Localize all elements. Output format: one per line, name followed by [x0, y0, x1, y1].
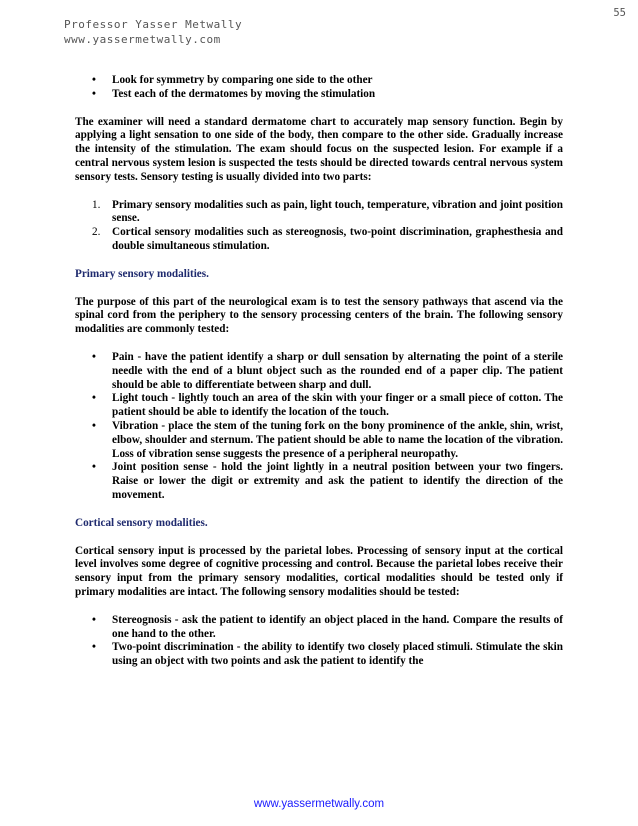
document-body [75, 74, 563, 669]
cortical-bullet-list [75, 614, 563, 669]
list-item: 1. Primary sensory modalities such as pain, light touch, temperature, vibration and joint position sense. [92, 198, 563, 225]
list-item: 2. Cortical sensory modalities such as stereognosis, two-point discrimination, graphesthesia and double simultaneous stimulation. [92, 226, 563, 252]
parts-list [75, 199, 563, 254]
running-head [64, 17, 242, 47]
paragraph: The purpose of this part of the neurological exam is to test the sensory pathways that ascend via the spinal cord from the periphery to the sensory processing centers of the brain. The following sensory modalities are commonly tested: [75, 295, 563, 336]
list-item: • Test each of the dermatomes by moving the stimulation [92, 87, 376, 100]
author-name: Professor Yasser Metwally [64, 18, 243, 31]
list-item: • Stereognosis - ask the patient to identify an object placed in the hand. Compare the results of one hand to the other. [92, 613, 563, 640]
list-item: • Joint position sense - hold the joint lightly in a neutral position between your two fingers. Raise or lower the digit or extremity and ask the patient to identify the direction of the movement. [92, 461, 563, 501]
list-item: • Two-point discrimination - the ability to identify two closely placed stimuli. Stimulate the skin using an object with two points and ask the patient to identify the [92, 641, 563, 668]
bullet-icon: • [92, 350, 96, 363]
primary-bullet-list [75, 351, 563, 503]
list-item: • Pain - have the patient identify a sharp or dull sensation by alternating the point of a sterile needle with the end of a blunt object such as the rounded end of a paper clip. The patient should be able to differentiate between sharp and dull. [92, 350, 563, 391]
website-name: www.yassermetwally.com [64, 33, 221, 46]
paragraph: Cortical sensory input is processed by the parietal lobes. Processing of sensory input at the cortical level involves some degree of cognitive processing and control. Because the parietal lobes receive their sensory input from the primary sensory modalities, cortical modalities should be tested only if primary modalities are intact. The following sensory modalities should be tested: [75, 544, 563, 598]
bullet-icon: • [92, 74, 96, 86]
intro-bullet-list [75, 74, 563, 102]
footer-website-link[interactable]: www.yassermetwally.com [253, 798, 385, 810]
list-item: • Light touch - lightly touch an area of the skin with your finger or a small piece of cotton. The patient should be able to identify the location of the touch. [92, 392, 563, 419]
bullet-icon: • [92, 613, 96, 626]
page-number: 55 [613, 7, 626, 19]
bullet-icon: • [92, 641, 96, 654]
list-item: • Vibration - place the stem of the tuning fork on the bony prominence of the ankle, shin, wrist, elbow, shoulder and sternum. The patient should be able to name the location of the vibration. Loss of vibration sense suggests the presence of a peripheral neuropathy. [92, 419, 563, 460]
list-item: • Look for symmetry by comparing one side to the other [92, 74, 373, 86]
bullet-icon: • [92, 392, 96, 405]
section-heading-cortical: Cortical sensory modalities. [75, 516, 208, 529]
section-heading-primary: Primary sensory modalities. [75, 267, 209, 280]
bullet-icon: • [92, 419, 96, 432]
paragraph: The examiner will need a standard dermatome chart to accurately map sensory function. Begin by applying a light sensation to one side of the body, then compare to the other side. Gradually increase the intensity of the stimulation. The exam should focus on the suspected lesion. For example if a central nervous system lesion is suspected the tests should be directed towards central nervous system sensory tests. Sensory testing is usually divided into two parts: [75, 115, 563, 183]
bullet-icon: • [92, 87, 96, 100]
bullet-icon: • [92, 461, 96, 474]
